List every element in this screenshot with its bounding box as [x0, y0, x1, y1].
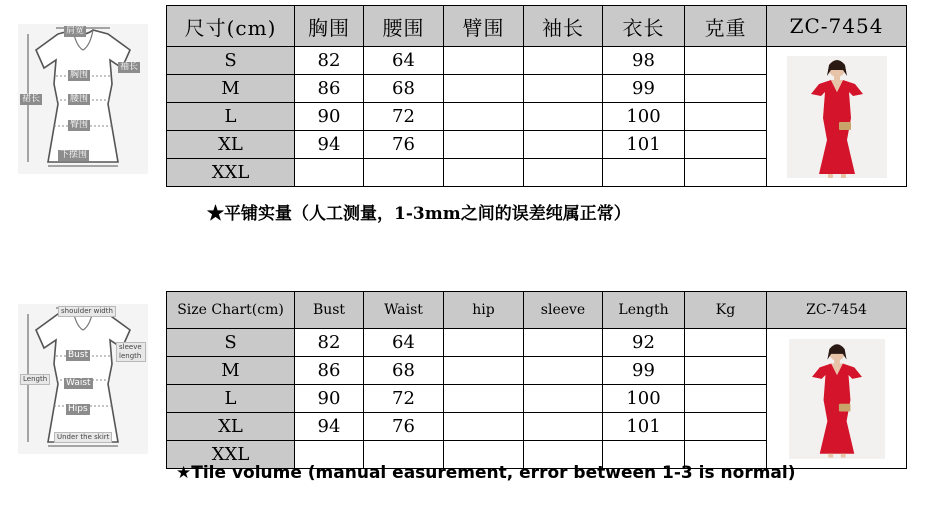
dress-photo: [787, 56, 887, 178]
english-size-section: [0, 282, 927, 518]
header-size: Size Chart(cm): [167, 292, 295, 329]
bust-cell: 94: [295, 413, 364, 441]
sleeve-cell: [524, 159, 603, 187]
hip-cell: [444, 329, 524, 357]
weight-cell: [685, 47, 767, 75]
arm-cell: [444, 131, 524, 159]
bust-cell: 82: [295, 329, 364, 357]
sleeve-cell: [524, 75, 603, 103]
length-cell: 100: [603, 103, 685, 131]
header-sleeve: 袖长: [524, 6, 603, 47]
header-weight: 克重: [685, 6, 767, 47]
header-arm: 臂围: [444, 6, 524, 47]
weight-cell: [685, 159, 767, 187]
header-length: 衣长: [603, 6, 685, 47]
waist-cell: 72: [364, 103, 444, 131]
waist-cell: 64: [364, 47, 444, 75]
bust-cell: 94: [295, 131, 364, 159]
weight-cell: [685, 357, 767, 385]
hem-label: 下摆围: [60, 150, 88, 160]
sleeve-label: 袖长: [120, 62, 139, 72]
table-header-row: [167, 6, 907, 47]
waist-cell: 68: [364, 357, 444, 385]
waist-label: Waist: [66, 378, 91, 388]
sleeve-cell: [524, 47, 603, 75]
hips-label: Hips: [68, 404, 88, 414]
length-cell: 92: [603, 329, 685, 357]
table-row: [167, 329, 907, 357]
length-cell: 101: [603, 131, 685, 159]
measurement-note: ★平铺实量（人工测量，1-3mm之间的误差纯属正常）: [207, 204, 631, 224]
waist-cell: 72: [364, 385, 444, 413]
waist-cell: 64: [364, 329, 444, 357]
size-cell: S: [167, 47, 295, 75]
header-waist: 腰围: [364, 6, 444, 47]
sleeve-cell: [524, 385, 603, 413]
length-cell: 99: [603, 357, 685, 385]
bust-cell: 86: [295, 75, 364, 103]
weight-cell: [685, 385, 767, 413]
weight-cell: [685, 75, 767, 103]
waist-cell: [364, 159, 444, 187]
size-cell: L: [167, 103, 295, 131]
length-cell: 99: [603, 75, 685, 103]
arm-cell: [444, 159, 524, 187]
sleeve-cell: [524, 131, 603, 159]
sleeve-cell: [524, 329, 603, 357]
garment-diagram: [18, 304, 148, 454]
length-cell: 100: [603, 385, 685, 413]
header-hip: hip: [444, 292, 524, 329]
red-dress-image-icon: [787, 56, 887, 178]
garment-diagram: [18, 24, 148, 174]
hip-cell: [444, 413, 524, 441]
header-sleeve: sleeve: [524, 292, 603, 329]
size-cell: XL: [167, 131, 295, 159]
waist-cell: 76: [364, 131, 444, 159]
chinese-size-section: [0, 0, 927, 250]
size-cell: XXL: [167, 441, 295, 469]
length-cell: 98: [603, 47, 685, 75]
weight-cell: [685, 413, 767, 441]
bust-cell: [295, 159, 364, 187]
sleeve-cell: [524, 103, 603, 131]
red-dress-image-icon: [789, 339, 885, 459]
waist-cell: 68: [364, 75, 444, 103]
shoulder-label: 肩宽: [66, 26, 85, 36]
length-label: 裙长: [22, 94, 41, 104]
header-bust: Bust: [295, 292, 364, 329]
size-cell: L: [167, 385, 295, 413]
size-cell: XXL: [167, 159, 295, 187]
header-model: ZC-7454: [767, 292, 907, 329]
size-chart-table: [166, 291, 907, 469]
header-size: 尺寸(cm): [167, 6, 295, 47]
bust-label: 胸围: [70, 70, 89, 80]
product-photo-cell: [767, 47, 907, 187]
bust-cell: 82: [295, 47, 364, 75]
arm-cell: [444, 47, 524, 75]
weight-cell: [685, 131, 767, 159]
product-photo-cell: [767, 329, 907, 469]
arm-cell: [444, 103, 524, 131]
size-chart-table: [166, 5, 907, 187]
bust-label: Bust: [68, 350, 89, 360]
hem-label: Under the skirt: [54, 432, 112, 443]
weight-cell: [685, 103, 767, 131]
size-cell: M: [167, 357, 295, 385]
hip-cell: [444, 385, 524, 413]
size-cell: M: [167, 75, 295, 103]
sleeve-cell: [524, 413, 603, 441]
size-cell: XL: [167, 413, 295, 441]
bust-cell: 86: [295, 357, 364, 385]
weight-cell: [685, 329, 767, 357]
length-cell: [603, 159, 685, 187]
sleeve-label: sleeve length: [116, 342, 146, 362]
hips-label: 臀围: [70, 120, 89, 130]
shoulder-label: shoulder width: [58, 306, 116, 317]
sleeve-cell: [524, 357, 603, 385]
length-label: Length: [20, 374, 50, 385]
measurement-note: ★Tile volume (manual easurement, error between 1-3 is normal): [176, 463, 796, 483]
header-length: Length: [603, 292, 685, 329]
size-cell: S: [167, 329, 295, 357]
header-model: ZC-7454: [767, 6, 907, 47]
hip-cell: [444, 357, 524, 385]
header-weight: Kg: [685, 292, 767, 329]
arm-cell: [444, 75, 524, 103]
header-bust: 胸围: [295, 6, 364, 47]
header-waist: Waist: [364, 292, 444, 329]
waist-cell: 76: [364, 413, 444, 441]
dress-photo: [789, 339, 885, 459]
waist-label: 腰围: [70, 94, 89, 104]
bust-cell: 90: [295, 103, 364, 131]
table-row: [167, 47, 907, 75]
length-cell: 101: [603, 413, 685, 441]
bust-cell: 90: [295, 385, 364, 413]
table-header-row: [167, 292, 907, 329]
